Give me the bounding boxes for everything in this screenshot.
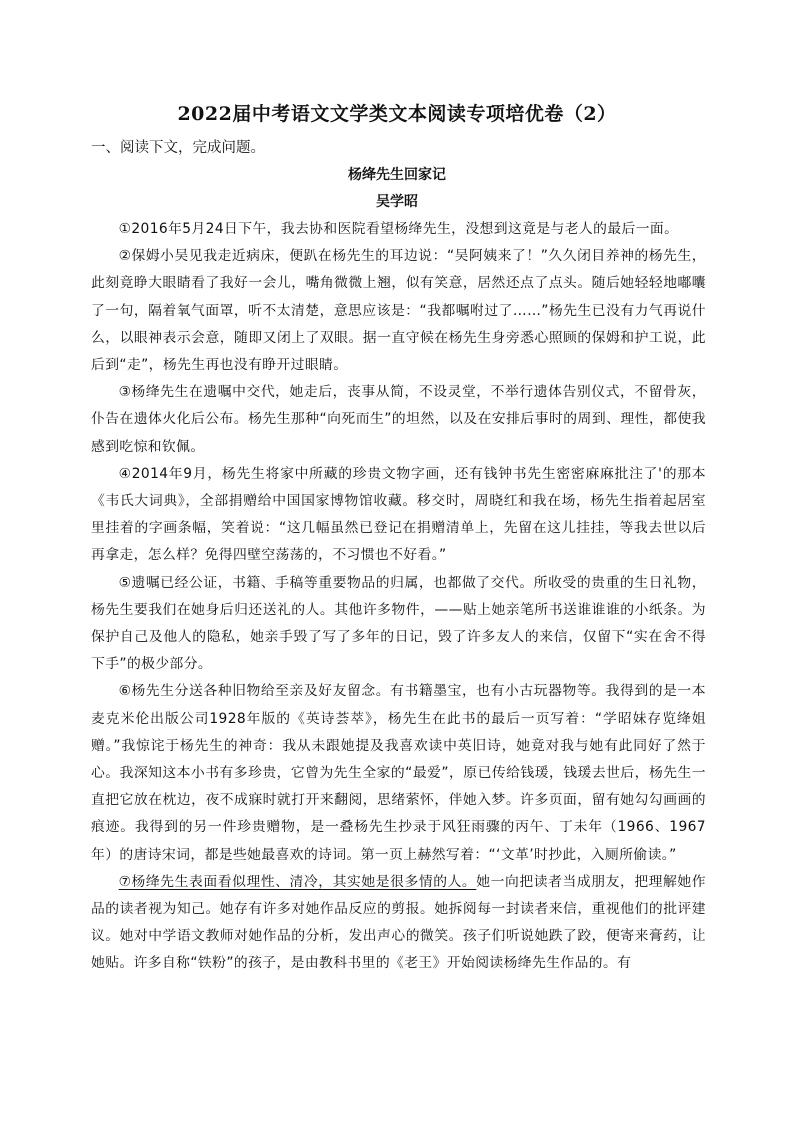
article-body: [91, 216, 706, 978]
paragraph-7: [91, 869, 706, 978]
paragraph-5: ⑤遗嘱已经公证，书籍、手稿等重要物品的归属，也都做了交代。所收受的贵重的生日礼物，杨先生要我们在她身后归还送礼的人。其他许多物件，——贴上她亲笔所书送谁谁谁的小纸条。为保护自己及他人的隐私，她亲手毁了写了多年的日记，毁了许多友人的来信，仅留下“实在舍不得下手”的极少部分。: [91, 574, 706, 673]
paragraph-4: ④2014年9月，杨先生将家中所藏的珍贵文物字画，还有钱钟书先生密密麻麻批注了'的那本《韦氏大词典》，全部捐赠给中国国家博物馆收藏。移交时，周晓红和我在场，杨先生指着起居室里挂着的字画条幅，笑着说：“这几幅虽然已登记在捐赠清单上，先留在这儿挂挂，等我去世以后再拿走，怎么样？免得四壁空荡荡的，不习惯也不好看。”: [91, 465, 706, 564]
question-instruction: 一、阅读下文，完成问题。: [91, 140, 265, 156]
paragraph-7-marker: ⑦: [118, 873, 132, 890]
paragraph-2: ②保姆小吴见我走近病床，便趴在杨先生的耳边说：“吴阿姨来了！”久久闭目养神的杨先生，此刻竟睁大眼睛看了我好一会儿，嘴角微微上翘，似有笑意，居然还点了点头。随后她轻轻地嘟囔了一句，隔着氧气面罩，听不太清楚，意思应该是：“我都嘱咐过了……”杨先生已没有力气再说什么，以眼神表示会意，随即又闭上了双眼。据一直守候在杨先生身旁悉心照顾的保姆和护工说，此后到“走”，杨先生再也没有睁开过眼睛。: [91, 248, 706, 374]
paragraph-3: ③杨绛先生在遗嘱中交代，她走后，丧事从简，不设灵堂，不举行遗体告别仪式，不留骨灰，仆告在遗体火化后公布。杨先生那种“向死而生”的坦然，以及在安排后事时的周到、理性，都使我感到吃惊和钦佩。: [91, 384, 706, 455]
document-title: 2022届中考语文文学类文本阅读专项培优卷（2）: [177, 103, 617, 125]
paragraph-7-rest: 她一向把读者当成朋友，把理解她作品的读者视为知己。她存有许多对她作品反应的剪报。她拆阅每一封读者来信，重视他们的批评建议。她对中学语文教师对她作品的分析，发出声心的微笑。孩子们听说她跌了跤，便寄来膏药，让她贴。许多自称“铁粉”的孩子，是由教科书里的《老王》开始阅读杨绛先生作品的。有: [91, 873, 706, 972]
underlined-sentence-text: 杨绛先生表面看似理性、清冷，其实她是很多情的人。: [131, 873, 477, 890]
underlined-sentence: [119, 874, 477, 890]
article-author: 吴学昭: [376, 194, 418, 210]
paragraph-1: ①2016年5月24日下午，我去协和医院看望杨绛先生，没想到这竟是与老人的最后一面。: [118, 221, 679, 237]
article-title: 杨绛先生回家记: [348, 167, 446, 183]
paragraph-6: ⑥杨先生分送各种旧物给至亲及好友留念。有书籍墨宝，也有小古玩器物等。我得到的是一本麦克米伦出版公司1928年版的《英诗荟萃》，杨先生在此书的最后一页写着：“学昭妹存览绛姐赠。”我惊诧于杨先生的神奇：我从未跟她提及我喜欢读中英旧诗，她竟对我与她有此同好了然于心。我深知这本小书有多珍贵，它曾为先生全家的“最爱”，原已传给钱瑗，钱瑗去世后，杨先生一直把它放在枕边，夜不成寐时就打开来翻阅，思绪萦怀，伴她入梦。许多页面，留有她勾勾画画的痕迹。我得到的另一件珍贵赠物，是一叠杨先生抄录于风狂雨骤的丙午、丁未年（1966、1967年）的唐诗宋词，都是些她最喜欢的诗词。第一页上赫然写着：“‘文革’时抄此，入厕所偷读。”: [91, 683, 706, 863]
